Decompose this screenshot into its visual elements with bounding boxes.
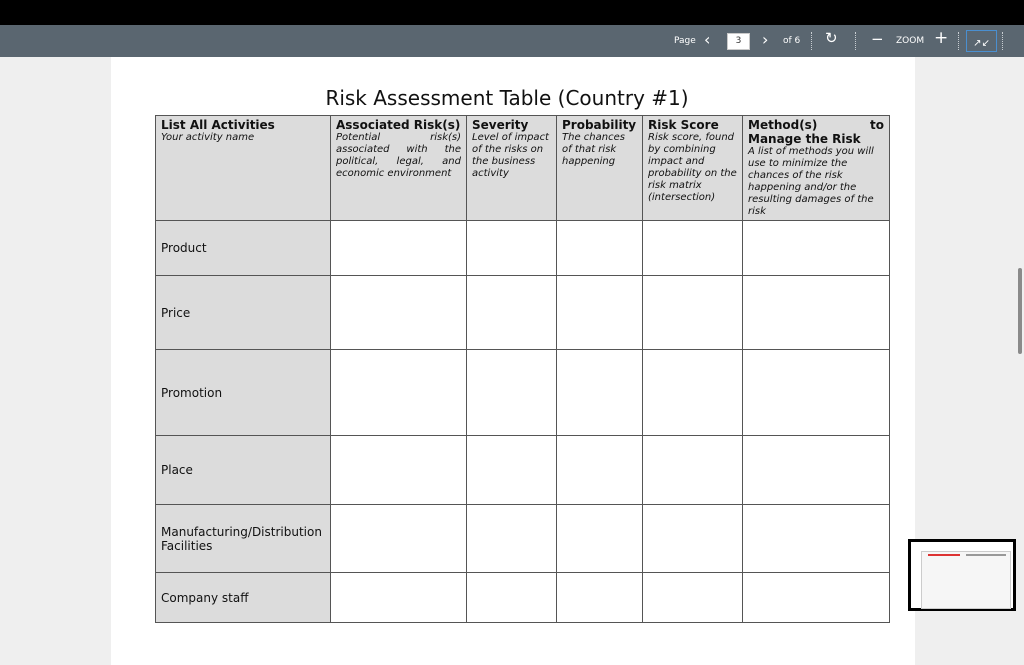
table-cell: [643, 436, 743, 505]
table-cell: [557, 436, 643, 505]
row-label: Product: [156, 221, 331, 276]
table-cell: [557, 350, 643, 436]
table-cell: [467, 573, 557, 623]
document-page: [111, 57, 915, 665]
table-cell: [331, 436, 467, 505]
table-cell: [557, 221, 643, 276]
thumbnail-mark: [928, 554, 960, 556]
toolbar-divider: [958, 32, 959, 50]
table-cell: [743, 573, 890, 623]
table-cell: [557, 276, 643, 350]
table-cell: [331, 276, 467, 350]
table-cell: [743, 350, 890, 436]
zoom-out-icon[interactable]: −: [871, 30, 884, 48]
row-label: Company staff: [156, 573, 331, 623]
row-label: Promotion: [156, 350, 331, 436]
table-cell: [331, 221, 467, 276]
page-label: Page: [674, 36, 696, 46]
page-thumbnail[interactable]: [908, 539, 1016, 611]
table-cell: [467, 350, 557, 436]
window-top-bar: [0, 0, 1024, 25]
table-cell: [643, 221, 743, 276]
table-row: [156, 276, 890, 350]
toolbar-divider: [1002, 32, 1003, 50]
table-cell: [643, 505, 743, 573]
table-cell: [743, 276, 890, 350]
table-cell: [467, 436, 557, 505]
table-row: [156, 505, 890, 573]
table-cell: [743, 221, 890, 276]
table-row: [156, 350, 890, 436]
row-label: Place: [156, 436, 331, 505]
table-cell: [643, 276, 743, 350]
fit-page-button[interactable]: [966, 30, 997, 52]
table-cell: [331, 350, 467, 436]
table-cell: [743, 505, 890, 573]
collapse-icon: ↗↙: [973, 38, 990, 49]
table-cell: [467, 505, 557, 573]
thumbnail-mark: [966, 554, 1006, 556]
header-cell: Method(s) to Manage the Risk A list of methods you will use to minimize the chances of the risk happening and/or the resulting damages of the risk: [743, 116, 890, 221]
page-title: Risk Assessment Table (Country #1): [325, 86, 689, 110]
table-cell: [557, 505, 643, 573]
table-cell: [331, 573, 467, 623]
table-cell: [467, 276, 557, 350]
risk-assessment-table: [155, 115, 890, 623]
table-cell: [467, 221, 557, 276]
page-number-input[interactable]: 3: [727, 33, 750, 50]
zoom-in-icon[interactable]: +: [934, 28, 949, 48]
table-cell: [643, 350, 743, 436]
toolbar-divider: [855, 32, 856, 50]
table-row: [156, 221, 890, 276]
previous-page-icon[interactable]: ‹: [704, 30, 711, 49]
rotate-icon[interactable]: ↻: [825, 29, 838, 47]
row-label: Manufacturing/Distribution Facilities: [156, 505, 331, 573]
next-page-icon[interactable]: ›: [762, 30, 769, 49]
header-cell: Associated Risk(s) Potential risk(s) associated with the political, legal, and economic environment: [331, 116, 467, 221]
table-cell: [743, 436, 890, 505]
table-row: [156, 573, 890, 623]
toolbar-divider: [811, 32, 812, 50]
viewer-toolbar: [0, 25, 1024, 57]
header-cell: Severity Level of impact of the risks on the business activity: [467, 116, 557, 221]
header-cell: List All Activities Your activity name: [156, 116, 331, 221]
table-cell: [331, 505, 467, 573]
table-header-row: [156, 116, 890, 221]
header-cell: Risk Score Risk score, found by combining impact and probability on the risk matrix (intersection): [643, 116, 743, 221]
table-row: [156, 436, 890, 505]
zoom-label: ZOOM: [896, 36, 925, 46]
page-count: of 6: [783, 36, 801, 46]
table-cell: [643, 573, 743, 623]
table-cell: [557, 573, 643, 623]
header-cell: Probability The chances of that risk happening: [557, 116, 643, 221]
thumbnail-preview: [921, 551, 1011, 609]
row-label: Price: [156, 276, 331, 350]
scrollbar[interactable]: [1018, 268, 1022, 354]
